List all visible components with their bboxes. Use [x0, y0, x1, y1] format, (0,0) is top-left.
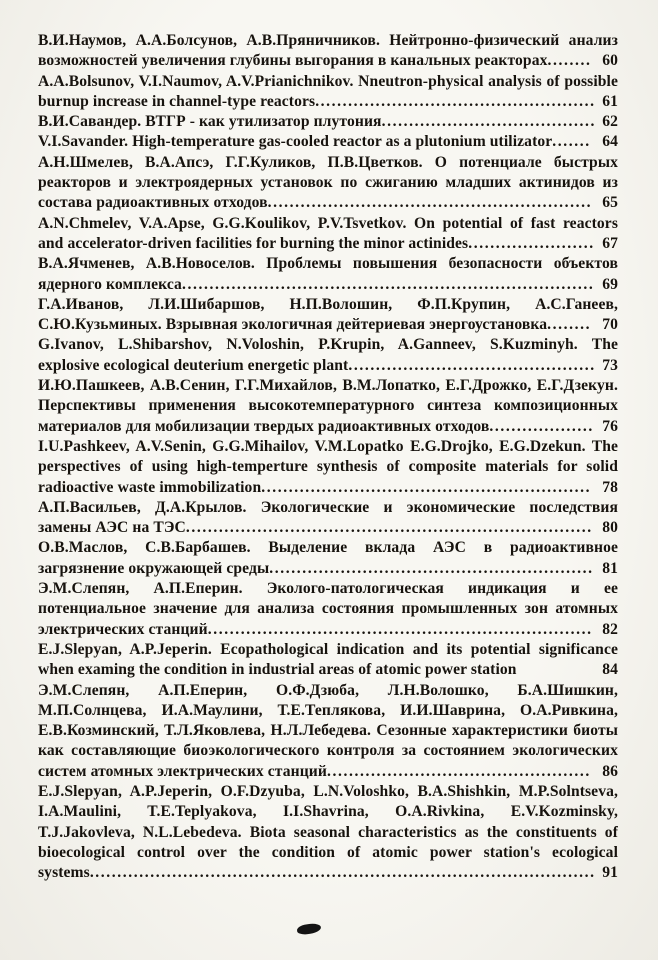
entry-text: I.U.Pashkeev, A.V.Senin, G.G.Mihailov, V.M.Lopatko E.G.Drojko, E.G.Dzekun. The perspectives of using high-temperture synthesis of composite materials for solid radioactive waste immobilization	[38, 437, 618, 496]
entry-page-number: 78	[602, 478, 618, 496]
entry-text: Э.М.Слепян, А.П.Еперин. Эколого-патологическая индикация и ее потенциальное значение для анализа состояния промышленных зон атомных электрических станций	[38, 580, 618, 638]
toc-entry	[38, 376, 618, 437]
toc-entry	[38, 254, 618, 295]
entry-text: E.J.Slepyan, A.P.Jeperin. Ecopathological indication and its potential significance when examing the condition in industrial areas of atomic power station	[38, 640, 618, 679]
entry-page-number: 84	[602, 661, 618, 679]
entry-page-number: 80	[602, 519, 618, 537]
toc-entry	[38, 112, 618, 132]
entry-leader-dots: ...................	[489, 417, 594, 435]
entry-text: А.Н.Шмелев, В.А.Апсэ, Г.Г.Куликов, П.В.Цветков. О потенциале быстрых реакторов и электроядерных установок по сжиганию младших актинидов из состава радиоактивных отходов	[38, 153, 618, 212]
entry-page-number: 81	[602, 559, 618, 577]
entry-leader-dots: ...........................................................	[269, 559, 594, 577]
toc-entry	[38, 31, 618, 72]
entry-leader-dots	[517, 661, 594, 678]
toc-entry	[38, 498, 618, 539]
entry-page-number: 61	[602, 92, 618, 110]
scan-smudge-mark	[297, 923, 322, 935]
entry-leader-dots: ............................................................	[261, 478, 592, 496]
toc-entry	[38, 782, 618, 883]
entry-page-number: 64	[602, 133, 618, 151]
toc-entry	[38, 437, 618, 498]
entry-leader-dots: ........	[547, 52, 592, 70]
entry-leader-dots: .............................................	[348, 356, 596, 374]
entry-leader-dots: ..........................................................................	[185, 519, 593, 537]
entry-text: О.В.Маслов, С.В.Барбашев. Выделение вклада АЭС в радиоактивное загрязнение окружающей среды	[38, 539, 618, 577]
toc-entry	[38, 214, 618, 255]
toc-entry	[38, 640, 618, 681]
entry-leader-dots: ............................................................................................	[89, 864, 596, 882]
entry-leader-dots: ......................................................................	[207, 620, 593, 638]
toc-entry	[38, 538, 618, 579]
entry-text: А.П.Васильев, Д.А.Крылов. Экологические и экономические последствия замены АЭС на ТЭС	[38, 498, 618, 537]
entry-text: V.I.Savander. High-temperature gas-cooled reactor as a plutonium utilizator	[38, 133, 553, 151]
entry-page-number: 91	[602, 864, 618, 882]
toc-entry	[38, 681, 618, 782]
entry-text: A.A.Bolsunov, V.I.Naumov, A.V.Prianichnikov. Nneutron-physical analysis of possible burnup increase in channel-type reactors	[38, 72, 618, 110]
entry-page-number: 67	[602, 234, 618, 252]
toc-entry	[38, 579, 618, 640]
entry-text: В.И.Савандер. ВТГР - как утилизатор плутония	[38, 113, 382, 131]
entry-text: В.А.Ячменев, А.В.Новоселов. Проблемы повышения безопасности объектов ядерного комплекса	[38, 255, 618, 293]
entry-text: И.Ю.Пашкеев, А.В.Сенин, Г.Г.Михайлов, В.М.Лопатко, Е.Г.Дрожко, Е.Г.Дзекун. Перспективы применения высокотемпературного синтеза композиционных материалов для мобилизации твердых радиоактивных отходов	[38, 377, 618, 435]
entry-leader-dots: ................................................	[326, 762, 591, 780]
entry-leader-dots: .......................	[468, 234, 595, 252]
entry-page-number: 69	[602, 275, 618, 293]
entry-text: G.Ivanov, L.Shibarshov, N.Voloshin, P.Krupin, A.Ganneev, S.Kuzminyh. The explosive ecological deuterium energetic plant	[38, 336, 618, 374]
entry-page-number: 65	[602, 194, 618, 212]
entry-page-number: 62	[602, 113, 618, 131]
entry-leader-dots: ...........................................................	[267, 194, 593, 212]
entry-text: В.И.Наумов, А.А.Болсунов, А.В.Пряничников. Нейтронно-физический анализ возможностей увеличения глубины выгорания в канальных реакторах	[38, 32, 618, 70]
entry-page-number: 76	[602, 417, 618, 435]
entry-text: Э.М.Слепян, А.П.Еперин, О.Ф.Дзюба, Л.Н.Волошко, Б.А.Шишкин, М.П.Солнцева, И.А.Маулини, Т.Е.Теплякова, И.И.Шаврина, О.А.Ривкина, Е.В.Козминский, Т.Л.Яковлева, Н.Л.Лебедева. Сезонные характеристики биоты как составляющие биоэкологического контроля за состоянием экологических систем атомных электрических станций	[38, 681, 618, 780]
entry-leader-dots: ........	[547, 316, 592, 334]
entry-text: Г.А.Иванов, Л.И.Шибаршов, Н.П.Волошин, Ф.П.Крупин, А.С.Ганеев, С.Ю.Кузьминых. Взрывная экологичная дейтериевая энергоустановка	[38, 295, 618, 334]
entry-page-number: 86	[602, 762, 618, 780]
toc-entry	[38, 335, 618, 376]
entry-leader-dots: .......................................	[381, 113, 597, 131]
entry-page-number: 70	[602, 316, 618, 334]
entry-text: E.J.Slepyan, A.P.Jeperin, O.F.Dzyuba, L.N.Voloshko, B.A.Shishkin, M.P.Solntseva, I.A.Maulini, T.E.Teplyakova, I.I.Shavrina, O.A.Rivkina, E.V.Kozminsky, T.J.Jakovleva, N.L.Lebedeva. Biota seasonal characteristics as the constituents of bioecological control over the condition of atomic power station's ecological systems	[38, 782, 618, 882]
toc-entry	[38, 295, 618, 336]
entry-text: A.N.Chmelev, V.A.Apse, G.G.Koulikov, P.V.Tsvetkov. On potential of fast reactors and accelerator-driven facilities for burning the minor actinides	[38, 214, 618, 252]
entry-page-number: 73	[602, 356, 618, 374]
toc-entry	[38, 132, 618, 152]
entry-leader-dots: ...........................................................................	[181, 275, 595, 293]
entry-page-number: 82	[602, 620, 618, 638]
toc-entry	[38, 153, 618, 214]
entry-leader-dots: ...................................................	[315, 92, 596, 110]
entry-leader-dots: .......	[552, 133, 591, 151]
toc-list	[38, 31, 618, 883]
entry-page-number: 60	[602, 52, 618, 70]
toc-entry	[38, 72, 618, 113]
